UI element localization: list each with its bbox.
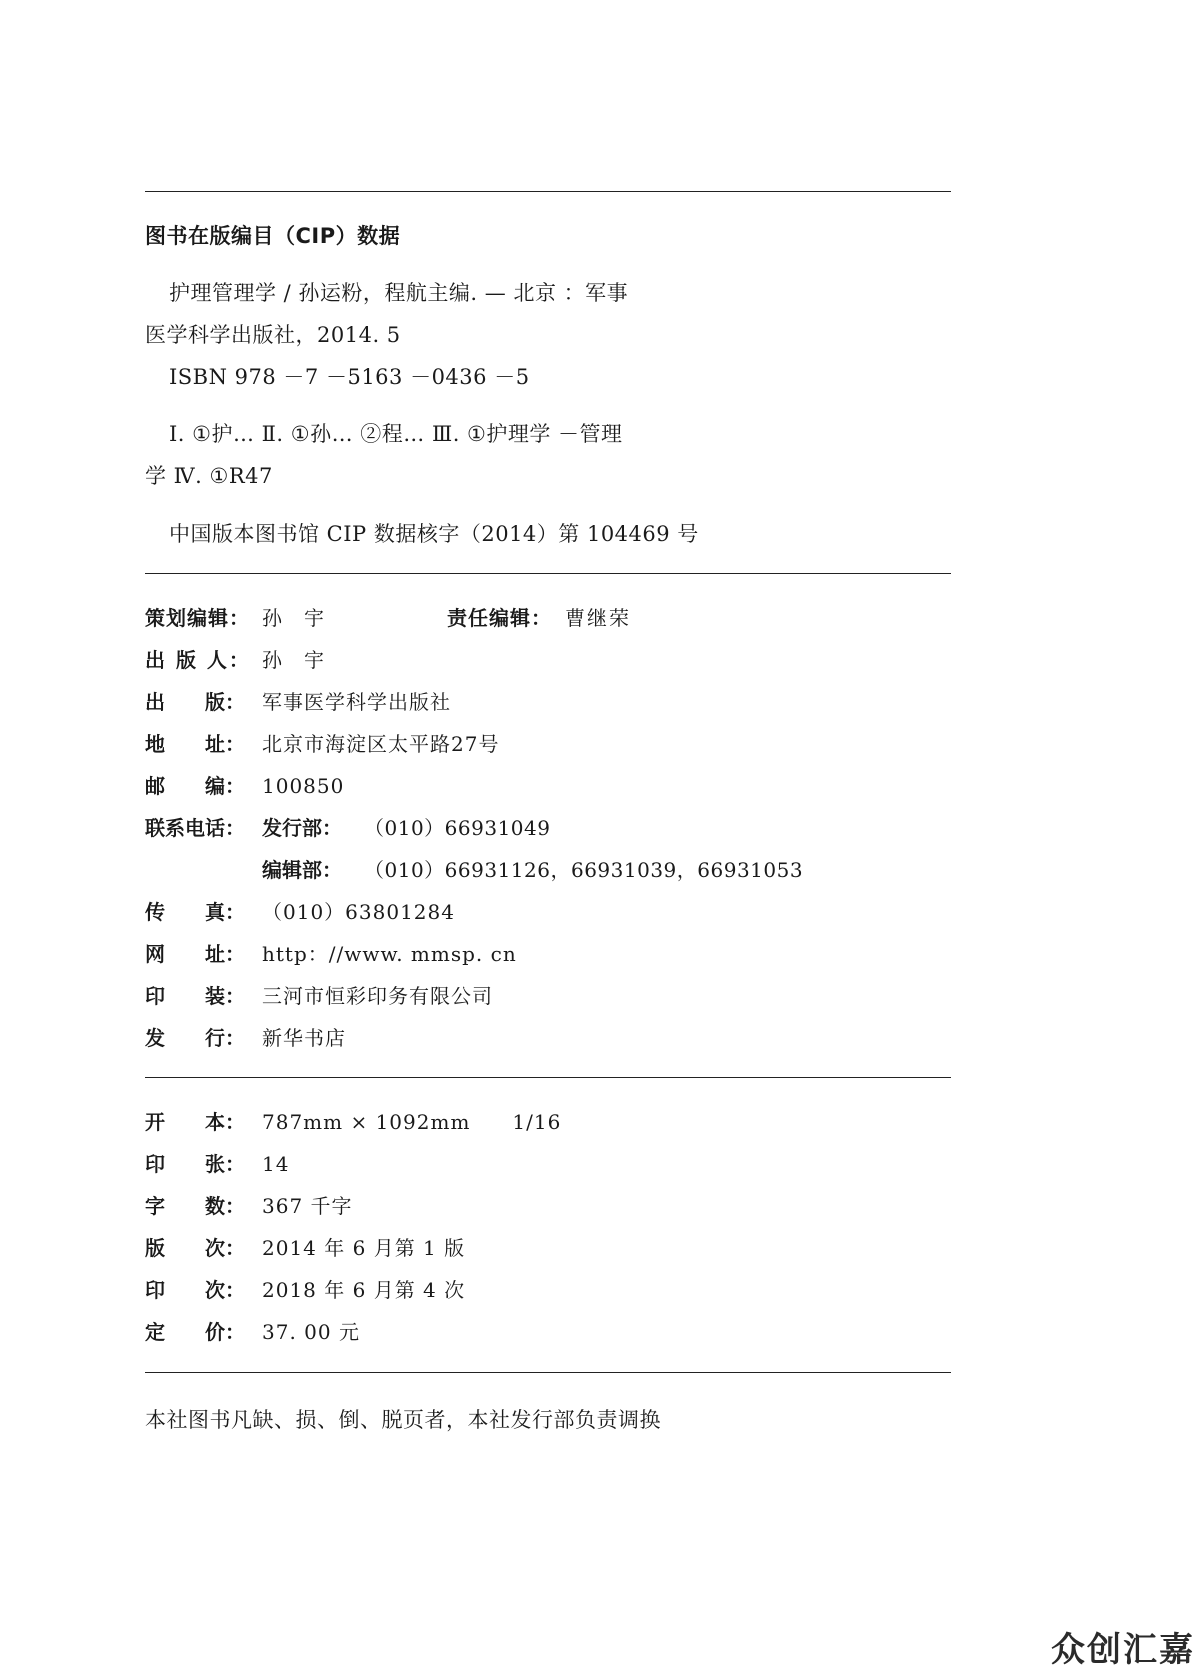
printer-value: 三河市恒彩印务有限公司 [262,984,493,1008]
phone-edit-label: 编辑部： [262,858,342,882]
planning-editor-value: 孙 宇 [262,606,325,630]
price-value: 37. 00 元 [262,1320,360,1344]
cip-line-isbn: ISBN 978 －7 －5163 －0436 －5 [169,365,530,389]
publisher-person-label: 出 版 人： [145,648,251,672]
distributor-label: 发 行： [145,1026,245,1050]
web-value: http：//www. mmsp. cn [262,942,517,966]
cip-line-record-number: 中国版本图书馆 CIP 数据核字（2014）第 104469 号 [169,522,699,546]
edition-label: 版 次： [145,1236,245,1260]
address-value: 北京市海淀区太平路27号 [262,732,500,756]
price-label: 定 价： [145,1320,245,1344]
words-label: 字 数： [145,1194,245,1218]
cip-heading: 图书在版编目（CIP）数据 [145,224,401,248]
postcode-value: 100850 [262,774,345,798]
impression-label: 印 次： [145,1278,245,1302]
cip-line-classification: Ⅰ. ①护… Ⅱ. ①孙… ②程… Ⅲ. ①护理学 －管理 [169,422,623,446]
sheets-label: 印 张： [145,1152,245,1176]
cip-bottom-rule [145,573,951,574]
cip-line-publisher: 医学科学出版社，2014. 5 [145,323,401,347]
distributor-value: 新华书店 [262,1026,346,1050]
format-label: 开 本： [145,1110,245,1134]
planning-editor-label: 策划编辑： [145,606,250,630]
words-value: 367 千字 [262,1194,353,1218]
replacement-notice: 本社图书凡缺、损、倒、脱页者，本社发行部负责调换 [145,1408,661,1432]
specs-bottom-rule [145,1372,951,1373]
postcode-label: 邮 编： [145,774,245,798]
edition-value: 2014 年 6 月第 1 版 [262,1236,466,1260]
responsible-editor-value: 曹继荣 [565,606,631,630]
cip-line-title: 护理管理学 / 孙运粉，程航主编. — 北京 ：军事 [169,281,629,305]
watermark-logo: 众创汇嘉 [1051,1630,1195,1670]
phone-label: 联系电话： [145,816,245,840]
impression-value: 2018 年 6 月第 4 次 [262,1278,466,1302]
printer-label: 印 装： [145,984,245,1008]
format-value: 787mm × 1092mm 1/16 [262,1110,562,1134]
fax-value: （010）63801284 [262,900,455,924]
publisher-person-value: 孙 宇 [262,648,325,672]
web-label: 网 址： [145,942,245,966]
top-rule [145,191,951,192]
publisher-value: 军事医学科学出版社 [262,690,451,714]
publisher-label: 出 版： [145,690,245,714]
fax-label: 传 真： [145,900,245,924]
address-label: 地 址： [145,732,245,756]
phone-edit-value: （010）66931126，66931039，66931053 [364,858,804,882]
publication-bottom-rule [145,1077,951,1078]
sheets-value: 14 [262,1152,290,1176]
responsible-editor-label: 责任编辑： [447,606,552,630]
phone-sales-label: 发行部： [262,816,342,840]
phone-sales-value: （010）66931049 [364,816,551,840]
cip-line-classification-cont: 学 Ⅳ. ①R47 [145,464,273,488]
